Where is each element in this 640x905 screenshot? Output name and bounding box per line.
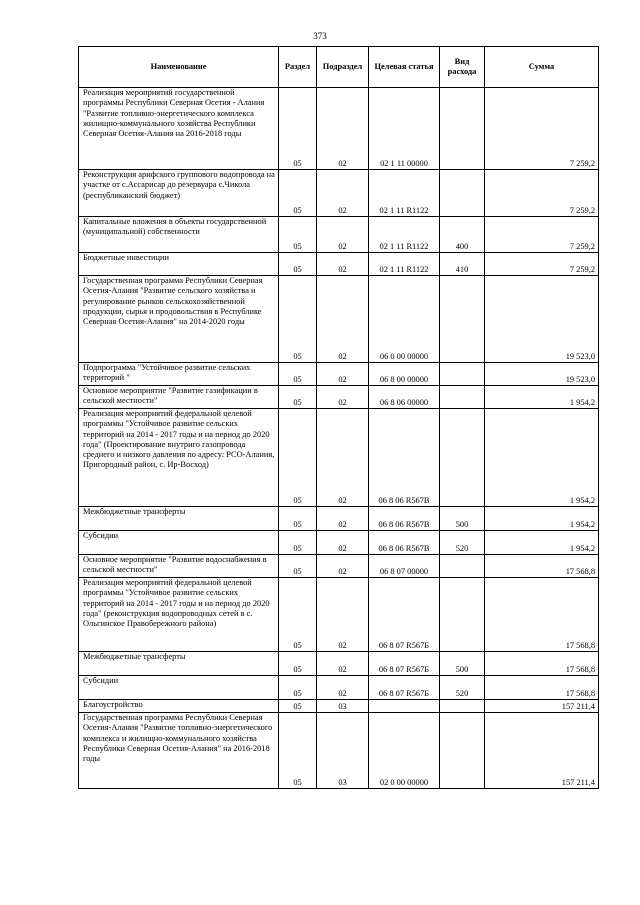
table-row bbox=[79, 170, 599, 217]
row-section: 05 bbox=[279, 363, 317, 386]
row-section: 05 bbox=[279, 386, 317, 409]
row-subsection: 03 bbox=[317, 713, 369, 789]
row-target: 06 8 07 R567Б bbox=[369, 676, 440, 700]
table-row bbox=[79, 88, 599, 170]
table-row bbox=[79, 253, 599, 276]
row-subsection: 02 bbox=[317, 170, 369, 217]
row-name: Межбюджетные трансферты bbox=[79, 507, 279, 531]
row-name: Субсидии bbox=[79, 531, 279, 555]
row-type: 400 bbox=[440, 217, 485, 253]
header-type: Вид расхода bbox=[440, 47, 485, 88]
row-amount: 1 954,2 bbox=[485, 507, 599, 531]
table-row bbox=[79, 386, 599, 409]
row-type: 410 bbox=[440, 253, 485, 276]
row-type: 520 bbox=[440, 531, 485, 555]
row-subsection: 03 bbox=[317, 700, 369, 713]
row-type bbox=[440, 713, 485, 789]
row-target: 06 8 07 00000 bbox=[369, 555, 440, 578]
row-name: Субсидии bbox=[79, 676, 279, 700]
row-name: Государственная программа Республики Северная Осетия-Алания "Развитие сельского хозяйства и регулирование рынков сельскохозяйственной продукции, сырья и продовольствия в Республике Северная Осетия-Алания" на 2014-2020 годы bbox=[79, 276, 279, 363]
table-header-row bbox=[79, 47, 599, 88]
row-amount: 1 954,2 bbox=[485, 531, 599, 555]
row-amount: 17 568,8 bbox=[485, 578, 599, 652]
table-row bbox=[79, 276, 599, 363]
table-row bbox=[79, 217, 599, 253]
row-subsection: 02 bbox=[317, 363, 369, 386]
row-amount: 19 523,0 bbox=[485, 363, 599, 386]
header-section: Раздел bbox=[279, 47, 317, 88]
row-type: 500 bbox=[440, 507, 485, 531]
budget-table bbox=[78, 46, 599, 789]
row-target: 02 1 11 R1122 bbox=[369, 217, 440, 253]
row-type bbox=[440, 578, 485, 652]
row-subsection: 02 bbox=[317, 507, 369, 531]
table-row bbox=[79, 700, 599, 713]
row-name: Государственная программа Республики Северная Осетия-Алания "Развитие топливно-энергетического комплекса и жилищно-коммунального хозяйства Республики Северная Осетия-Алания" на 2016-2018 годы bbox=[79, 713, 279, 789]
row-section: 05 bbox=[279, 507, 317, 531]
row-target: 06 8 06 00000 bbox=[369, 386, 440, 409]
row-section: 05 bbox=[279, 555, 317, 578]
row-section: 05 bbox=[279, 652, 317, 676]
row-section: 05 bbox=[279, 531, 317, 555]
row-section: 05 bbox=[279, 88, 317, 170]
row-subsection: 02 bbox=[317, 652, 369, 676]
table-row bbox=[79, 676, 599, 700]
row-type bbox=[440, 276, 485, 363]
row-name: Реконструкция арифского группового водопровода на участке от с.Ассарисар до резервуара с.Чикола (республиканский бюджет) bbox=[79, 170, 279, 217]
row-subsection: 02 bbox=[317, 555, 369, 578]
row-name: Основное мероприятие "Развитие водоснабжения в сельской местности" bbox=[79, 555, 279, 578]
row-type bbox=[440, 170, 485, 217]
row-section: 05 bbox=[279, 253, 317, 276]
row-target: 06 8 07 R567Б bbox=[369, 652, 440, 676]
row-section: 05 bbox=[279, 217, 317, 253]
row-amount: 7 259,2 bbox=[485, 88, 599, 170]
table-row bbox=[79, 531, 599, 555]
row-target: 06 8 06 R567В bbox=[369, 531, 440, 555]
row-name: Основное мероприятие "Развитие газификации в сельской местности" bbox=[79, 386, 279, 409]
table-row bbox=[79, 555, 599, 578]
row-subsection: 02 bbox=[317, 253, 369, 276]
table-row bbox=[79, 652, 599, 676]
row-type bbox=[440, 555, 485, 578]
row-target: 02 1 11 R1122 bbox=[369, 170, 440, 217]
row-amount: 7 259,2 bbox=[485, 170, 599, 217]
row-amount: 17 568,8 bbox=[485, 676, 599, 700]
row-target: 06 0 00 00000 bbox=[369, 276, 440, 363]
row-amount: 1 954,2 bbox=[485, 386, 599, 409]
row-name: Капитальные вложения в объекты государственной (муниципальной) собственности bbox=[79, 217, 279, 253]
row-type: 520 bbox=[440, 676, 485, 700]
row-type bbox=[440, 88, 485, 170]
row-amount: 1 954,2 bbox=[485, 409, 599, 507]
row-type bbox=[440, 700, 485, 713]
row-type: 500 bbox=[440, 652, 485, 676]
row-amount: 17 568,8 bbox=[485, 652, 599, 676]
table-row bbox=[79, 409, 599, 507]
row-target: 06 8 06 R567В bbox=[369, 507, 440, 531]
row-section: 05 bbox=[279, 578, 317, 652]
row-section: 05 bbox=[279, 276, 317, 363]
header-amount: Сумма bbox=[485, 47, 599, 88]
header-target: Целевая статья bbox=[369, 47, 440, 88]
row-target: 02 1 11 R1122 bbox=[369, 253, 440, 276]
row-target bbox=[369, 700, 440, 713]
row-target: 06 8 07 R567Б bbox=[369, 578, 440, 652]
row-subsection: 02 bbox=[317, 531, 369, 555]
row-section: 05 bbox=[279, 676, 317, 700]
header-name: Наименование bbox=[79, 47, 279, 88]
row-subsection: 02 bbox=[317, 578, 369, 652]
table-row bbox=[79, 578, 599, 652]
row-subsection: 02 bbox=[317, 676, 369, 700]
row-name: Реализация мероприятий государственной программы Республики Северная Осетия - Алания "Развитие топливно-энергетического комплекса жилищно-коммунального хозяйства Республики Северная Осетия-Алания на 2016-2018 годы bbox=[79, 88, 279, 170]
row-section: 05 bbox=[279, 170, 317, 217]
row-amount: 7 259,2 bbox=[485, 253, 599, 276]
row-name: Реализация мероприятий федеральной целевой программы "Устойчивое развитие сельских территорий на 2014 - 2017 годы и на период до 2020 года" (реконструкция водопроводных сетей в с. Ольгинское Правобережного района) bbox=[79, 578, 279, 652]
row-name: Благоустройство bbox=[79, 700, 279, 713]
table-row bbox=[79, 713, 599, 789]
row-target: 02 1 11 00000 bbox=[369, 88, 440, 170]
row-amount: 19 523,0 bbox=[485, 276, 599, 363]
row-subsection: 02 bbox=[317, 276, 369, 363]
row-type bbox=[440, 363, 485, 386]
row-name: Подпрограмма "Устойчивое развитие сельских территорий " bbox=[79, 363, 279, 386]
table-row bbox=[79, 507, 599, 531]
page-number: 373 bbox=[313, 31, 327, 41]
row-type bbox=[440, 386, 485, 409]
row-amount: 17 568,8 bbox=[485, 555, 599, 578]
row-name: Бюджетные инвестиции bbox=[79, 253, 279, 276]
row-subsection: 02 bbox=[317, 217, 369, 253]
row-name: Межбюджетные трансферты bbox=[79, 652, 279, 676]
header-subsection: Подраздел bbox=[317, 47, 369, 88]
row-amount: 157 211,4 bbox=[485, 713, 599, 789]
row-section: 05 bbox=[279, 700, 317, 713]
row-section: 05 bbox=[279, 409, 317, 507]
table-row bbox=[79, 363, 599, 386]
row-name: Реализация мероприятий федеральной целевой программы "Устойчивое развитие сельских территорий на 2014 - 2017 годы и на период до 2020 года" (Проектирование внутриго газопровода среднего и низкого давления по адресу: РСО-Алания, Пригородный район, с. Ир-Восход) bbox=[79, 409, 279, 507]
row-amount: 157 211,4 bbox=[485, 700, 599, 713]
row-subsection: 02 bbox=[317, 88, 369, 170]
row-target: 06 8 06 R567В bbox=[369, 409, 440, 507]
row-amount: 7 259,2 bbox=[485, 217, 599, 253]
row-target: 02 0 00 00000 bbox=[369, 713, 440, 789]
row-section: 05 bbox=[279, 713, 317, 789]
row-target: 06 8 00 00000 bbox=[369, 363, 440, 386]
row-type bbox=[440, 409, 485, 507]
row-subsection: 02 bbox=[317, 409, 369, 507]
row-subsection: 02 bbox=[317, 386, 369, 409]
